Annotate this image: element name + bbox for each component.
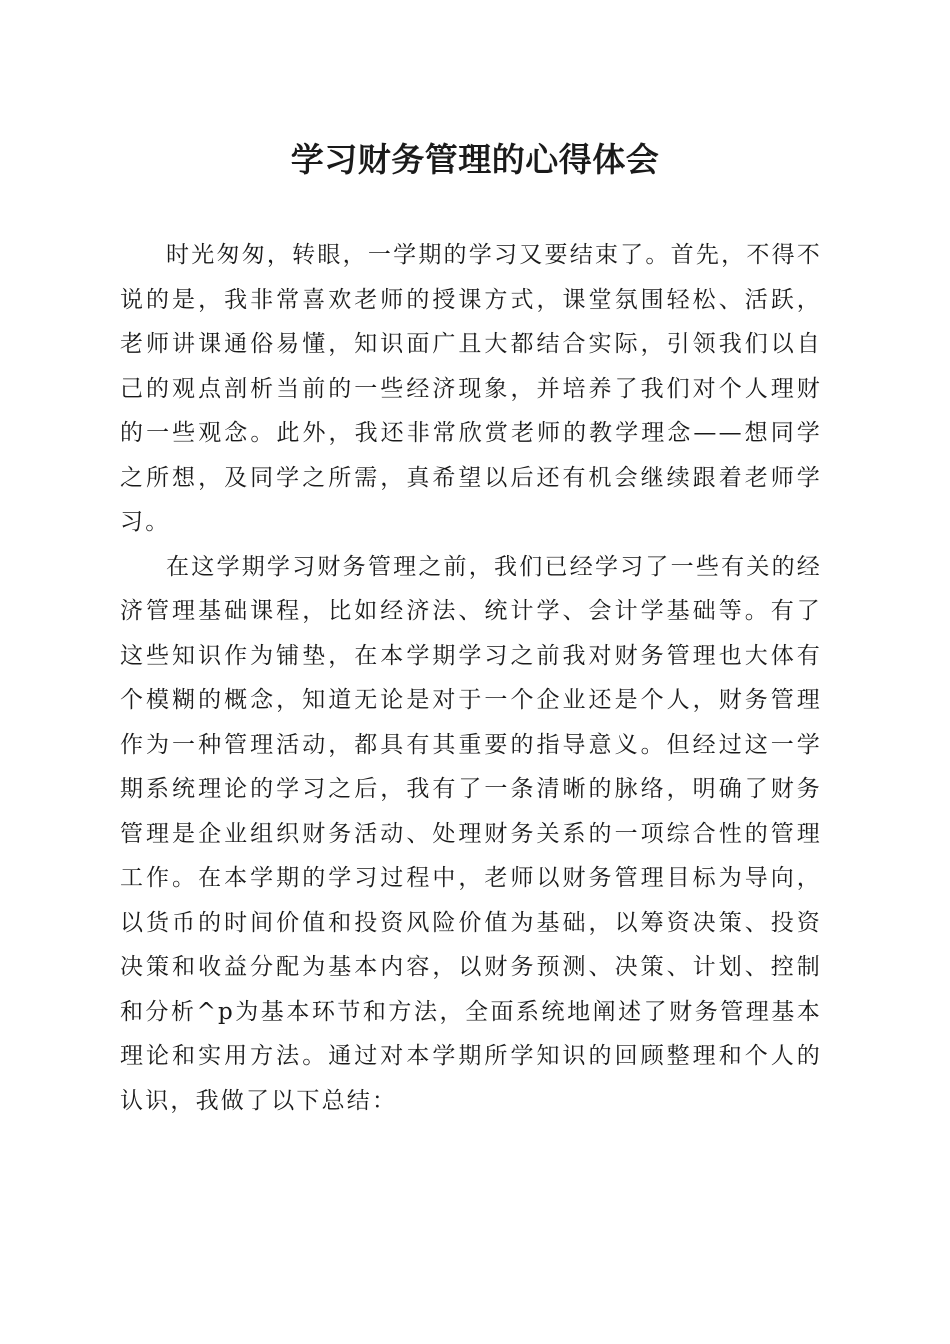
document-body <box>120 233 822 1123</box>
document-title: 学习财务管理的心得体会 <box>290 140 660 179</box>
paragraph-1: 时光匆匆，转眼，一学期的学习又要结束了。首先，不得不说的是，我非常喜欢老师的授课方式，课堂氛围轻松、活跃，老师讲课通俗易懂，知识面广且大都结合实际，引领我们以自己的观点剖析当前的一些经济现象，并培养了我们对个人理财的一些观念。此外，我还非常欣赏老师的教学理念——想同学之所想，及同学之所需，真希望以后还有机会继续跟着老师学习。 <box>120 242 822 535</box>
paragraph-2: 在这学期学习财务管理之前，我们已经学习了一些有关的经济管理基础课程，比如经济法、统计学、会计学基础等。有了这些知识作为铺垫，在本学期学习之前我对财务管理也大体有个模糊的概念，知道无论是对于一个企业还是个人，财务管理作为一种管理活动，都具有其重要的指导意义。但经过这一学期系统理论的学习之后，我有了一条清晰的脉络，明确了财务管理是企业组织财务活动、处理财务关系的一项综合性的管理工作。在本学期的学习过程中，老师以财务管理目标为导向，以货币的时间价值和投资风险价值为基础，以筹资决策、投资决策和收益分配为基本内容，以财务预测、决策、计划、控制和分析^p为基本环节和方法，全面系统地阐述了财务管理基本理论和实用方法。通过对本学期所学知识的回顾整理和个人的认识，我做了以下总结： <box>120 553 822 1114</box>
